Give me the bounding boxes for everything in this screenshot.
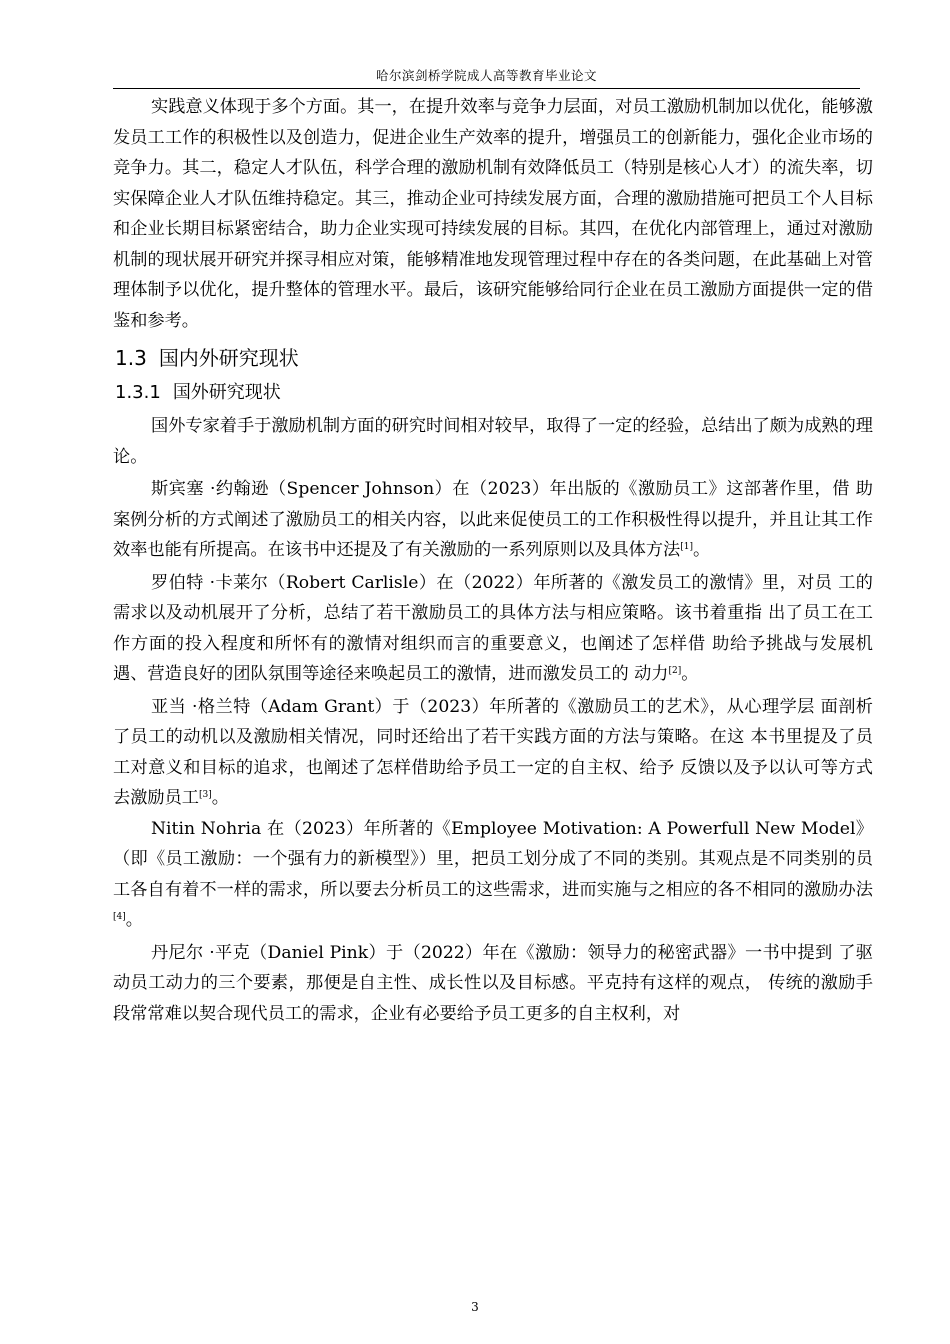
section-heading — [115, 343, 873, 373]
subsection-title: 国外研究现状 — [172, 382, 281, 403]
section-title: 国内外研究现状 — [158, 346, 299, 370]
paragraph-grant — [113, 692, 873, 814]
citation-3: [3] — [198, 790, 212, 800]
period: 。 — [681, 664, 699, 684]
paragraph-johnson-text: 斯宾塞 ·约翰逊（Spencer Johnson）在（2023）年出版的《激励员工》这部著作里，借 助案例分析的方式阐述了激励员工的相关内容，以此来促使员工的工作积极性得以提升，并且让其工作效率也能有所提高。在该书中还提及了有关激励的一系列原则以及具体方法 — [113, 479, 873, 560]
subsection-heading — [115, 379, 873, 407]
paragraph-pink: 丹尼尔 ·平克（Daniel Pink）于（2022）年在《激励：领导力的秘密武器》一书中提到 了驱动员工动力的三个要素，那便是自主性、成长性以及目标感。平克持有这样的观点， 传统的激励手段常常难以契合现代员工的需求，企业有必要给予员工更多的自主权利，对 — [113, 942, 873, 1024]
paragraph-nohria-text: Nitin Nohria 在（2023）年所著的《Employee Motivation: A Powerfull New Model》（即《员工激励：一个强有力的新模型》）里，把员工划分成了不同的类别。其观点是不同类别的员工各自有着不一样的需求，所以要去分析员工的这些需求，进而实施与之相应的各不相同的激励办法 — [113, 818, 873, 900]
period: 。 — [125, 910, 143, 930]
page-body — [113, 92, 873, 1029]
page-header: 哈尔滨剑桥学院成人高等教育毕业论文 — [375, 68, 597, 83]
paragraph-nohria — [113, 814, 873, 936]
paragraph-practical-significance: 实践意义体现于多个方面。其一，在提升效率与竞争力层面，对员工激励机制加以优化，能够激发员工工作的积极性以及创造力，促进企业生产效率的提升，增强员工的创新能力，强化企业市场的竞争力。其二，稳定人才队伍，科学合理的激励机制有效降低员工（特别是核心人才）的流失率，切实保障企业人才队伍维持稳定。其三，推动企业可持续发展方面，合理的激励措施可把员工个人目标和企业长期目标紧密结合，助力企业实现可持续发展的目标。其四，在优化内部管理上，通过对激励机制的现状展开研究并探寻相应对策，能够精准地发现管理过程中存在的各类问题，在此基础上对管理体制予以优化，提升整体的管理水平。最后，该研究能够给同行企业在员工激励方面提供一定的借鉴和参考。 — [113, 97, 873, 331]
period: 。 — [211, 788, 229, 808]
subsection-number: 1.3.1 — [115, 382, 161, 403]
header-divider — [113, 88, 860, 89]
section-number: 1.3 — [115, 346, 147, 370]
citation-4: [4] — [113, 912, 126, 922]
paragraph-grant-text: 亚当 ·格兰特（Adam Grant）于（2023）年所著的《激励员工的艺术》，从心理学层 面剖析了员工的动机以及激励相关情况，同时还给出了若干实践方面的方法与策略。在这 本书里提及了员工对意义和目标的追求，也阐述了怎样借助给予员工一定的自主权、给予 反馈以及予以认可等方式去激励员工 — [113, 696, 873, 808]
paragraph-johnson — [113, 474, 873, 566]
citation-1: [1] — [680, 542, 693, 552]
page-number: 3 — [471, 1300, 479, 1314]
paragraph-carlisle-text: 罗伯特 ·卡莱尔（Robert Carlisle）在（2022）年所著的《激发员工的激情》里，对员 工的需求以及动机展开了分析，总结了若干激励员工的具体方法与相应策略。该书着重指 出了员工在工作方面的投入程度和所怀有的激情对组织而言的重要意义，也阐述了怎样借 助给予挑战与发展机遇、营造良好的团队氛围等途径来唤起员工的激情，进而激发员工的 动力 — [113, 572, 873, 684]
period: 。 — [692, 540, 711, 560]
paragraph-intro: 国外专家着手于激励机制方面的研究时间相对较早，取得了一定的经验，总结出了颇为成熟的理论。 — [113, 416, 873, 467]
citation-2: [2] — [668, 666, 682, 676]
paragraph-carlisle — [113, 568, 873, 690]
